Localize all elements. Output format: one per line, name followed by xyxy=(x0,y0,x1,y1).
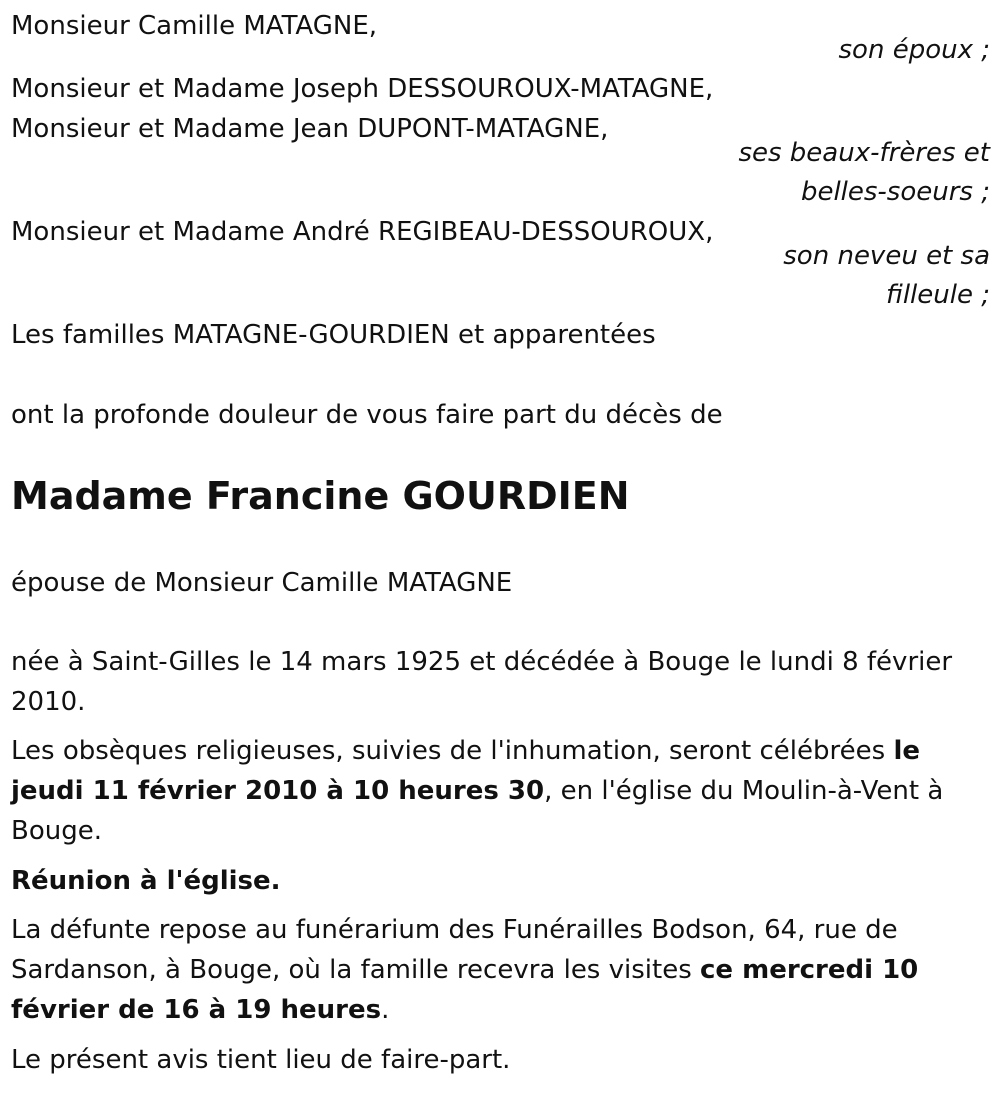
nephew-relation-1: son neveu et sa xyxy=(783,241,990,271)
spouse-name: Monsieur Camille MATAGNE, xyxy=(11,11,378,41)
funeral-line-1 xyxy=(11,731,920,771)
rest-line-2-bold: ce mercredi 10 xyxy=(700,955,919,985)
meeting-notice: Réunion à l'église. xyxy=(11,866,281,896)
inlaws-relation-2: belles-soeurs ; xyxy=(800,177,990,207)
funeral-date-bold-2: jeudi 11 février 2010 à 10 heures 30 xyxy=(11,776,545,806)
funeral-line-3: Bouge. xyxy=(11,816,102,846)
inlaws-line-1: Monsieur et Madame Joseph DESSOUROUX-MATAGNE, xyxy=(11,74,714,104)
inlaws-line-2: Monsieur et Madame Jean DUPONT-MATAGNE, xyxy=(11,114,609,144)
nephew-line: Monsieur et Madame André REGIBEAU-DESSOUROUX, xyxy=(11,217,714,247)
spouse-of: épouse de Monsieur Camille MATAGNE xyxy=(11,568,513,598)
spouse-relation: son époux ; xyxy=(838,35,990,65)
rest-line-1: La défunte repose au funérarium des Funérailles Bodson, 64, rue de xyxy=(11,915,898,945)
families-line: Les familles MATAGNE-GOURDIEN et apparentées xyxy=(11,320,656,350)
rest-line-3-plain: . xyxy=(381,995,390,1025)
funeral-line-2 xyxy=(11,771,943,811)
rest-line-2-plain: Sardanson, à Bouge, où la famille recevra les visites xyxy=(11,955,700,985)
inlaws-relation-1: ses beaux-frères et xyxy=(738,138,990,168)
funeral-date-bold-1: le xyxy=(893,736,920,766)
nephew-relation-2: filleule ; xyxy=(886,280,990,310)
birth-death-line-1: née à Saint-Gilles le 14 mars 1925 et décédée à Bouge le lundi 8 février xyxy=(11,647,953,677)
funeral-intro: Les obsèques religieuses, suivies de l'inhumation, seront célébrées xyxy=(11,736,894,766)
announcement-text: ont la profonde douleur de vous faire part du décès de xyxy=(11,400,723,430)
birth-death-line-2: 2010. xyxy=(11,687,86,717)
deceased-name: Madame Francine GOURDIEN xyxy=(11,474,630,518)
rest-line-2 xyxy=(11,950,918,990)
rest-line-3 xyxy=(11,990,389,1030)
closing-text: Le présent avis tient lieu de faire-part. xyxy=(11,1045,511,1075)
rest-line-3-bold: février de 16 à 19 heures xyxy=(11,995,382,1025)
funeral-place-1: , en l'église du Moulin-à-Vent à xyxy=(544,776,944,806)
